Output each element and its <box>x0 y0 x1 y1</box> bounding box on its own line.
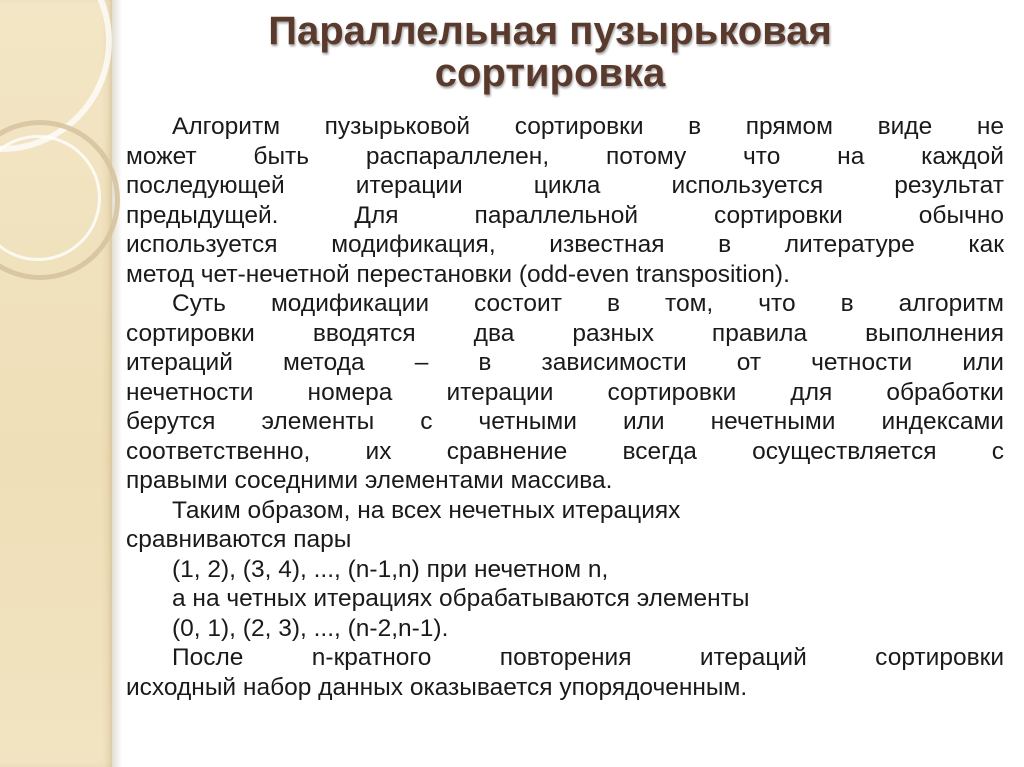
body-line-11: берутся элементы с четными или нечетными индексами <box>126 408 1004 435</box>
slide-title <box>160 10 940 94</box>
body-line-20: исходный набор данных оказывается упорядоченным. <box>126 673 748 701</box>
body-line-4: предыдущей. Для параллельной сортировки обычно <box>126 201 1004 229</box>
body-line-18: (0, 1), (2, 3), ..., (n-2,n-1). <box>172 614 449 642</box>
body-line-7: Суть модификации состоит в том, что в алгоритм <box>172 290 1004 317</box>
body-line-10: нечетности номера итерации сортировки для обработки <box>126 378 1004 406</box>
slide-body <box>126 112 1004 702</box>
slide-title-line-2: сортировка <box>434 51 666 95</box>
body-line-19: После n-кратного повторения итераций сортировки <box>172 644 1004 671</box>
body-line-16: (1, 2), (3, 4), ..., (n-1,n) при нечетном n, <box>172 555 609 583</box>
body-line-2: может быть распараллелен, потому что на каждой <box>126 142 1004 170</box>
body-line-9: итераций метода – в зависимости от четности или <box>126 349 1004 376</box>
body-line-5: используется модификация, известная в литературе как <box>126 231 1004 258</box>
body-line-15: сравниваются пары <box>126 526 352 553</box>
body-line-17: а на четных итерациях обрабатываются элементы <box>172 585 750 612</box>
body-line-1: Алгоритм пузырьковой сортировки в прямом виде не <box>172 113 1004 140</box>
body-line-8: сортировки вводятся два разных правила выполнения <box>126 319 1004 347</box>
body-line-14: Таким образом, на всех нечетных итерациях <box>172 496 681 524</box>
body-line-3: последующей итерации цикла используется результат <box>126 172 1004 199</box>
body-line-13: правыми соседними элементами массива. <box>126 467 613 494</box>
body-line-12: соответственно, их сравнение всегда осуществляется с <box>126 437 1004 465</box>
slide-title-line-1: Параллельная пузырьковая <box>268 9 832 53</box>
decorative-band-shadow <box>112 0 122 767</box>
body-line-6: метод чет-нечетной перестановки (odd-even transposition). <box>126 260 790 288</box>
